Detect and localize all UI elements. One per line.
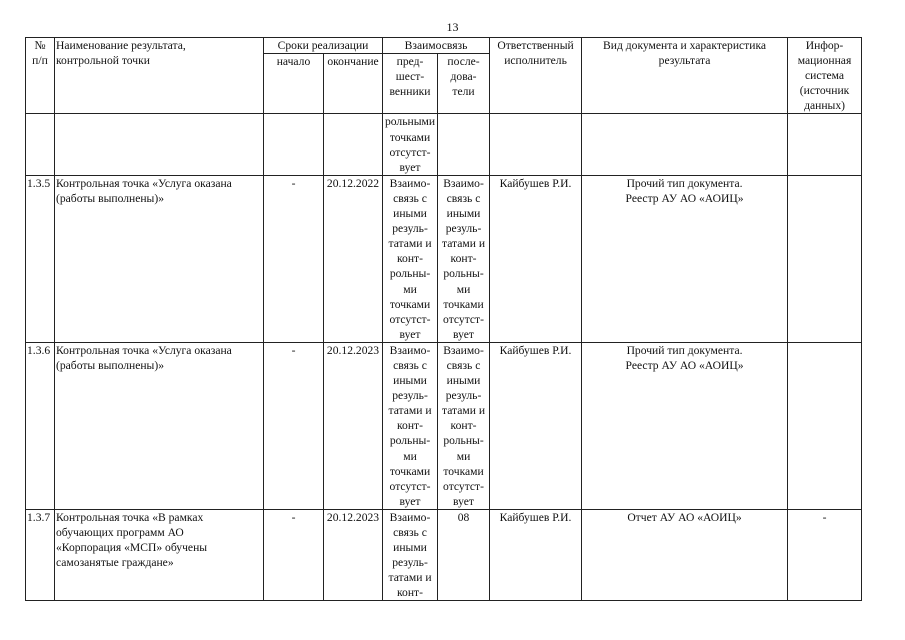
cell-info-system: - — [788, 509, 862, 601]
header-relation-group: Взаимосвязь — [383, 38, 490, 54]
cell-predecessors: Взаимо- связь с иными резуль- татами и конт- — [383, 509, 438, 601]
cell-num: 1.3.6 — [26, 342, 55, 509]
header-predecessors: пред- шест- венники — [383, 54, 438, 114]
cell-predecessors: Взаимо- связь с иными резуль- татами и конт- рольны- ми точками отсутст- вует — [383, 175, 438, 342]
cell-successors: Взаимо- связь с иными резуль- татами и конт- рольны- ми точками отсутст- вует — [438, 342, 490, 509]
table-row — [26, 509, 862, 601]
table-row-continuation — [26, 114, 862, 175]
cell-successors: 08 — [438, 509, 490, 601]
cell-end: 20.12.2022 — [324, 175, 383, 342]
cell-info-system — [788, 342, 862, 509]
cell-name: Контрольная точка «Услуга оказана (работы выполнены)» — [55, 342, 264, 509]
cell-document: Отчет АУ АО «АОИЦ» — [582, 509, 788, 601]
cell-name: Контрольная точка «Услуга оказана (работы выполнены)» — [55, 175, 264, 342]
header-end: окончание — [324, 54, 383, 114]
table-row — [26, 342, 862, 509]
cell-start: - — [264, 175, 324, 342]
table-row — [26, 175, 862, 342]
cell-responsible: Кайбушев Р.И. — [490, 175, 582, 342]
cell-document: Прочий тип документа. Реестр АУ АО «АОИЦ» — [582, 342, 788, 509]
header-start: начало — [264, 54, 324, 114]
cell-start: - — [264, 342, 324, 509]
plan-table — [25, 37, 862, 601]
cell-num: 1.3.5 — [26, 175, 55, 342]
cell-responsible: Кайбушев Р.И. — [490, 342, 582, 509]
cell-responsible: Кайбушев Р.И. — [490, 509, 582, 601]
header-document: Вид документа и характеристика результата — [582, 38, 788, 114]
header-info-system: Инфор- мационная система (источник данных) — [788, 38, 862, 114]
cell-end: 20.12.2023 — [324, 342, 383, 509]
cell-name: Контрольная точка «В рамках обучающих программ АО «Корпорация «МСП» обучены самозанятые граждане» — [55, 509, 264, 601]
page-number: 13 — [446, 20, 459, 34]
header-num: № п/п — [26, 38, 55, 114]
cell-info-system — [788, 175, 862, 342]
cell-document: Прочий тип документа. Реестр АУ АО «АОИЦ» — [582, 175, 788, 342]
cell-successors: Взаимо- связь с иными резуль- татами и конт- рольны- ми точками отсутст- вует — [438, 175, 490, 342]
header-successors: после- дова- тели — [438, 54, 490, 114]
cell-end: 20.12.2023 — [324, 509, 383, 601]
header-terms-group: Сроки реализации — [264, 38, 383, 54]
cell-start: - — [264, 509, 324, 601]
cell-num: 1.3.7 — [26, 509, 55, 601]
header-responsible: Ответственный исполнитель — [490, 38, 582, 114]
header-name: Наименование результата, контрольной точки — [55, 38, 264, 114]
cell-predecessors: рольными точками отсутст- вует — [383, 114, 438, 175]
cell-predecessors: Взаимо- связь с иными резуль- татами и конт- рольны- ми точками отсутст- вует — [383, 342, 438, 509]
